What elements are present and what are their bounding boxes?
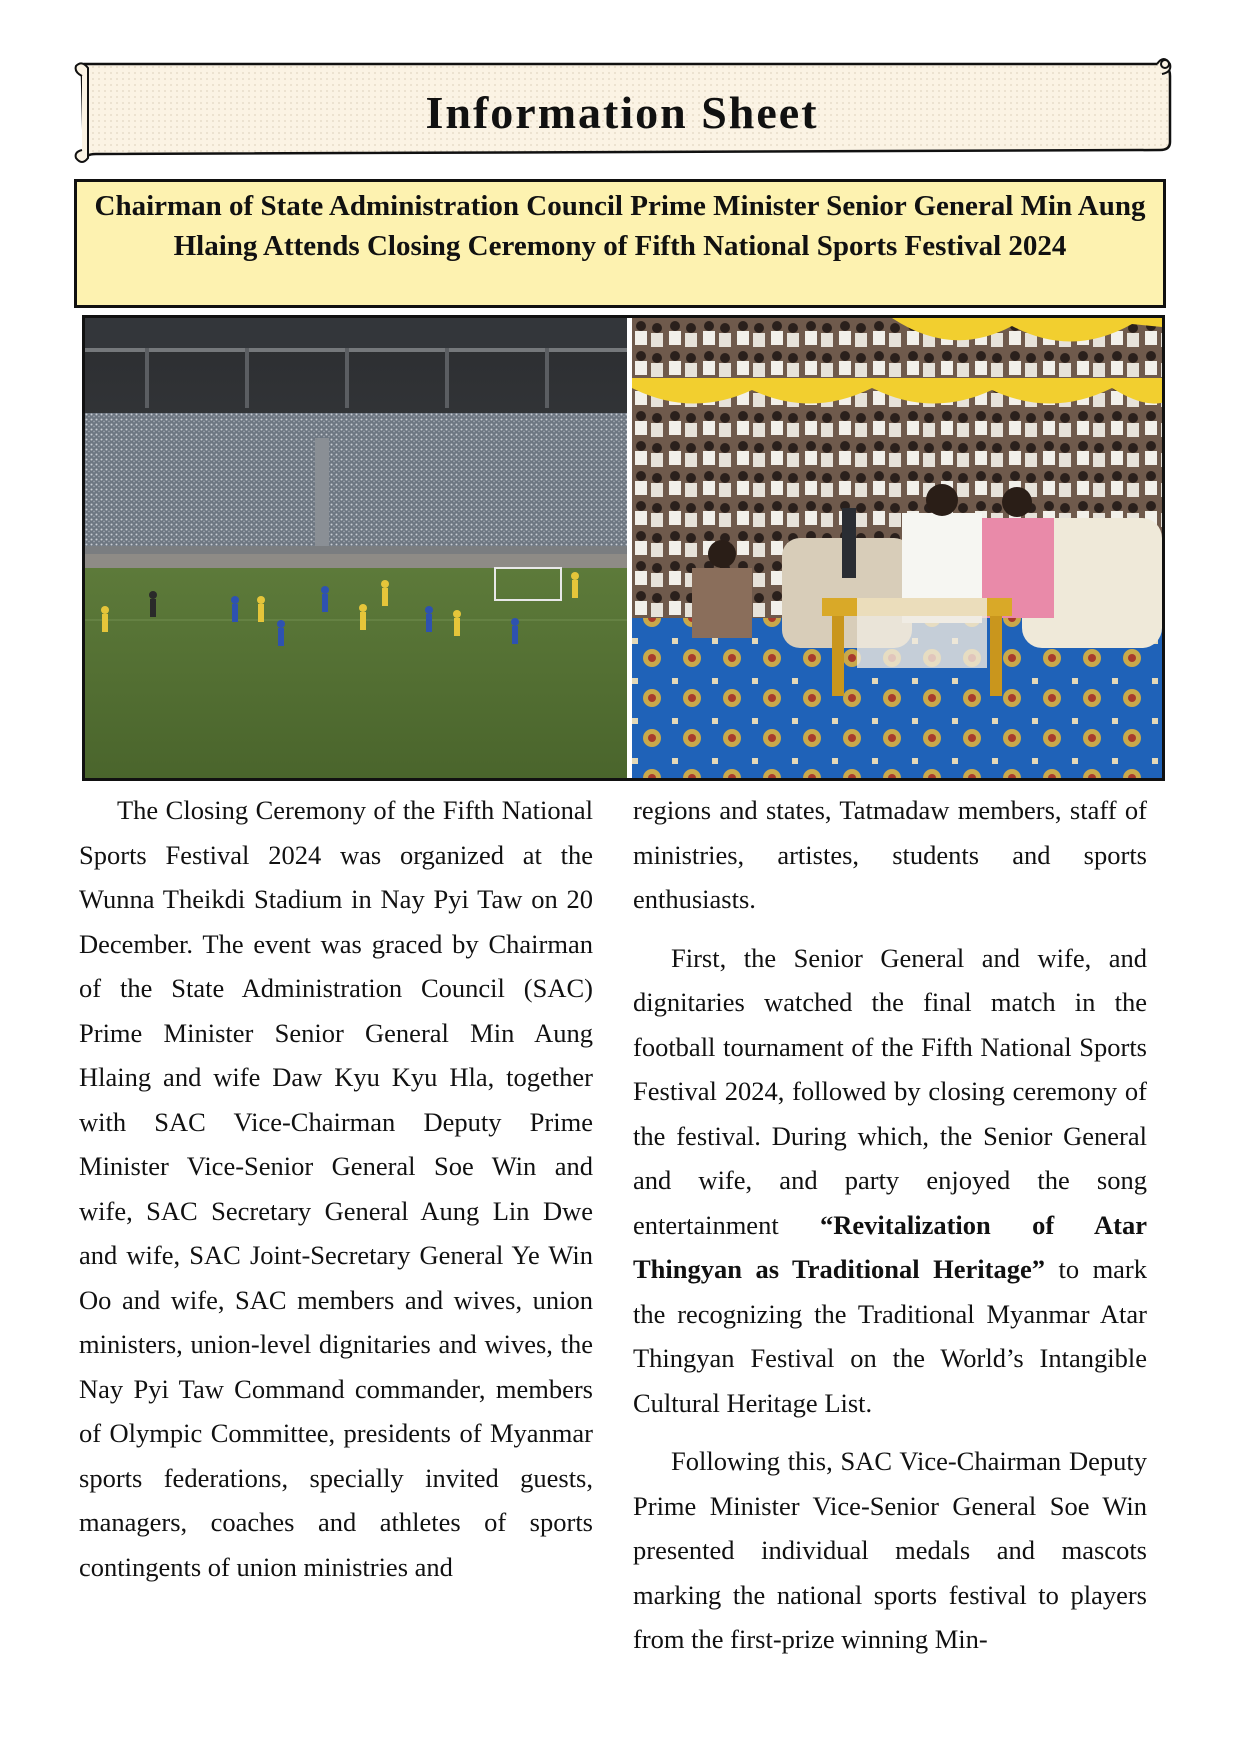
- ceremony-photo-illustration: [632, 318, 1162, 778]
- article-headline: Chairman of State Administration Council Prime Minister Senior General Min Aung Hlaing Attends Closing Ceremony of Fifth National Sports Festival 2024: [74, 179, 1166, 308]
- photo-football-match: [85, 318, 627, 778]
- photo-dignitaries: [632, 318, 1162, 778]
- body-paragraph: The Closing Ceremony of the Fifth National Sports Festival 2024 was organized at the Wunna Theikdi Stadium in Nay Pyi Taw on 20 December. The event was graced by Chairman of the State Administration Council (SAC) Prime Minister Senior General Min Aung Hlaing and wife Daw Kyu Kyu Hla, together with SAC Vice-Chairman Deputy Prime Minister Vice-Senior General Soe Win and wife, SAC Secretary General Aung Lin Dwe and wife, SAC Joint-Secretary General Ye Win Oo and wife, SAC members and wives, union ministers, union-level dignitaries and wives, the Nay Pyi Taw Command commander, members of Olympic Committee, presidents of Myanmar sports federations, specially invited guests, managers, coaches and athletes of sports contingents of union ministries and: [79, 795, 593, 1582]
- stadium-photo-illustration: [85, 318, 627, 778]
- body-paragraph: Following this, SAC Vice-Chairman Deputy Prime Minister Vice-Senior General Soe Win presented individual medals and mascots marking the national sports festival to players from the first-prize winning Min-: [633, 1446, 1147, 1654]
- song-title: “Revitalization of Atar Thingyan as Traditional Heritage”: [633, 1209, 1147, 1284]
- body-column-left: [79, 788, 593, 1603]
- body-text: First, the Senior General and wife, and dignitaries watched the final match in the football tournament of the Fifth National Sports Festival 2024, followed by closing ceremony of the festival. During which, the Senior General and wife, and party enjoyed the song entertainment: [633, 942, 1147, 1240]
- title-banner: [72, 58, 1172, 168]
- body-paragraph-continuation: regions and states, Tatmadaw members, staff of ministries, artistes, students and sports enthusiasts.: [633, 795, 1147, 914]
- page-title: Information Sheet: [425, 87, 819, 138]
- photo-panel: [82, 315, 1165, 781]
- body-paragraph: [633, 936, 1147, 1426]
- body-column-right: [633, 788, 1147, 1676]
- body-text: to mark the recognizing the Traditional Myanmar Atar Thingyan Festival on the World’s Intangible Cultural Heritage List.: [633, 1254, 1148, 1418]
